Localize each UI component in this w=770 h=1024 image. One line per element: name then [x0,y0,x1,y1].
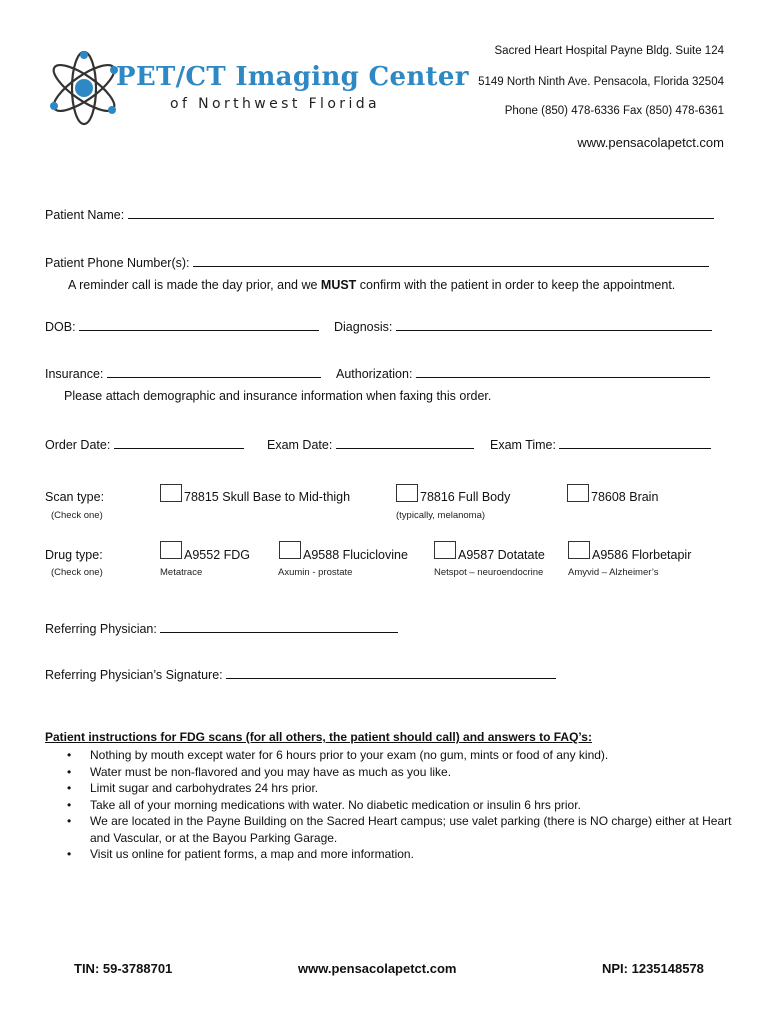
header-website: www.pensacolapetct.com [577,135,724,150]
scan-type-hint: (Check one) [51,510,103,521]
phone-fax: Phone (850) 478-6336 Fax (850) 478-6361 [504,105,724,117]
footer-npi: NPI: 1235148578 [602,961,704,976]
drug-type-hint: (Check one) [51,567,103,578]
scan-option-checkbox[interactable] [160,484,182,502]
patient-phone-label: Patient Phone Number(s): [45,256,190,270]
drug-option-label: A9552 FDG [184,548,251,562]
referring-physician-line[interactable] [160,620,398,633]
referring-physician-label: Referring Physician: [45,622,157,636]
scan-option-note: (typically, melanoma) [396,510,486,521]
drug-option-label: A9586 Florbetapir [592,548,692,562]
drug-option-label: A9588 Fluciclovine [303,548,408,562]
reminder-note: A reminder call is made the day prior, and we MUST confirm with the patient in order to keep the appointment. [68,278,676,292]
dob-label: DOB: [45,320,76,334]
instruction-item: • Visit us online for patient forms, a map and more information. [45,846,735,863]
patient-phone-line[interactable] [193,254,709,267]
order-date-field[interactable] [45,436,244,452]
address-line-1: Sacred Heart Hospital Payne Bldg. Suite 124 [494,45,724,57]
drug-option-note: Axumin - prostate [278,567,353,578]
logo [44,50,469,130]
instruction-item: • Nothing by mouth except water for 6 hours prior to your exam (no gum, mints or food of any kind). [45,747,735,764]
insurance-label: Insurance: [45,367,104,381]
exam-time-line[interactable] [559,436,711,449]
instruction-item: • Take all of your morning medications with water. No diabetic medication or insulin 6 hrs prior. [45,797,735,814]
diagnosis-line[interactable] [396,318,712,331]
instruction-item: • We are located in the Payne Building on the Sacred Heart campus; use valet parking (there is NO charge) either at Heart and Vascular, or at the Bayou Parking Garage. [45,813,735,846]
insurance-line[interactable] [107,365,321,378]
insurance-field[interactable] [45,365,321,381]
authorization-line[interactable] [416,365,710,378]
patient-name-label: Patient Name: [45,208,125,222]
drug-option-checkbox[interactable] [434,541,456,559]
instructions-heading: Patient instructions for FDG scans (for all others, the patient should call) and answers to FAQ’s: [45,730,592,744]
address-line-2: 5149 North Ninth Ave. Pensacola, Florida 32504 [478,76,724,88]
patient-name-line[interactable] [128,206,714,219]
scan-option-label: 78816 Full Body [420,490,511,504]
exam-date-label: Exam Date: [267,438,333,452]
scan-type-label: Scan type: [45,490,105,504]
footer-website: www.pensacolapetct.com [298,961,457,976]
order-date-line[interactable] [114,436,244,449]
scan-option-checkbox[interactable] [567,484,589,502]
logo-title: PET/CT Imaging Center [116,62,469,92]
patient-name-field[interactable] [45,206,714,222]
instruction-item: • Limit sugar and carbohydrates 24 hrs prior. [45,780,735,797]
drug-type-label: Drug type: [45,548,103,562]
attach-note: Please attach demographic and insurance information when faxing this order. [64,389,492,403]
drug-option-checkbox[interactable] [160,541,182,559]
footer-tin: TIN: 59-3788701 [74,961,173,976]
authorization-label: Authorization: [336,367,413,381]
referring-physician-field[interactable] [45,620,398,636]
signature-line[interactable] [226,666,556,679]
scan-option-label: 78815 Skull Base to Mid-thigh [184,490,351,504]
scan-option-label: 78608 Brain [591,490,659,504]
atom-icon [44,50,124,130]
signature-label: Referring Physician’s Signature: [45,668,223,682]
exam-time-field[interactable] [490,436,711,452]
drug-option-label: A9587 Dotatate [458,548,545,562]
drug-option-checkbox[interactable] [568,541,590,559]
signature-field[interactable] [45,666,556,682]
drug-option-note: Netspot – neuroendocrine [434,567,544,578]
order-date-label: Order Date: [45,438,111,452]
drug-option-note: Amyvid – Alzheimer’s [568,567,659,578]
dob-field[interactable] [45,318,319,334]
patient-phone-field[interactable] [45,254,709,270]
logo-subtitle: of Northwest Florida [170,96,381,112]
authorization-field[interactable] [336,365,710,381]
instruction-item: • Water must be non-flavored and you may have as much as you like. [45,764,735,781]
exam-date-field[interactable] [267,436,474,452]
drug-option-note: Metatrace [160,567,203,578]
diagnosis-label: Diagnosis: [334,320,393,334]
dob-line[interactable] [79,318,319,331]
instructions-list [45,747,735,863]
drug-option-checkbox[interactable] [279,541,301,559]
exam-time-label: Exam Time: [490,438,556,452]
diagnosis-field[interactable] [334,318,712,334]
exam-date-line[interactable] [336,436,474,449]
scan-option-checkbox[interactable] [396,484,418,502]
